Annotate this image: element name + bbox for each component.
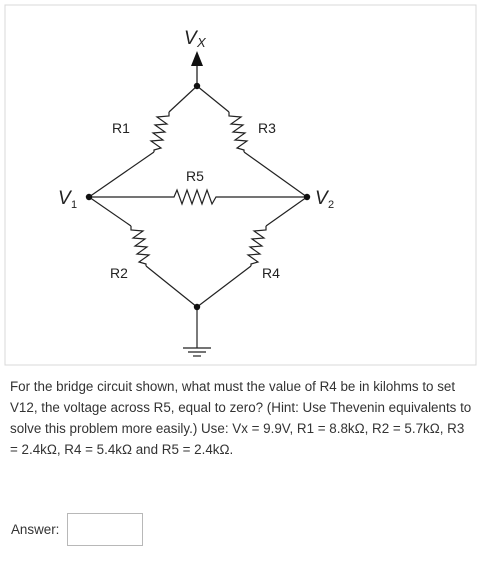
answer-row bbox=[11, 511, 143, 547]
answer-label: Answer: bbox=[11, 521, 60, 537]
r1-label: R1 bbox=[112, 120, 130, 136]
question-text: For the bridge circuit shown, what must the value of R4 be in kilohms to set V12, the voltage across R5, equal to zero? (Hint: Use Thevenin equivalents to solve this problem more easily.) Use: Vx = 9.9V, R1 = 8.8kΩ, R2 = 5.7kΩ, R3 = 2.4kΩ, R4 = 5.4kΩ and R5 = 2.4kΩ. bbox=[10, 379, 472, 457]
question-text-block bbox=[10, 376, 472, 460]
v1-subscript: 1 bbox=[71, 199, 78, 211]
r3-label: R3 bbox=[258, 120, 276, 136]
r2-label: R2 bbox=[110, 265, 128, 281]
node-v1 bbox=[86, 194, 92, 200]
vx-subscript: X bbox=[197, 35, 206, 50]
node-top bbox=[194, 83, 200, 89]
r5-label: R5 bbox=[186, 168, 204, 184]
node-v2 bbox=[304, 194, 310, 200]
v2-subscript: 2 bbox=[328, 199, 335, 211]
v2-label: V bbox=[315, 188, 328, 209]
v1-label: V bbox=[58, 188, 71, 209]
vx-label: V bbox=[184, 28, 197, 49]
r4-label: R4 bbox=[262, 265, 280, 281]
node-bottom bbox=[194, 304, 200, 310]
answer-input[interactable] bbox=[67, 513, 143, 546]
diagram-frame bbox=[5, 5, 476, 365]
